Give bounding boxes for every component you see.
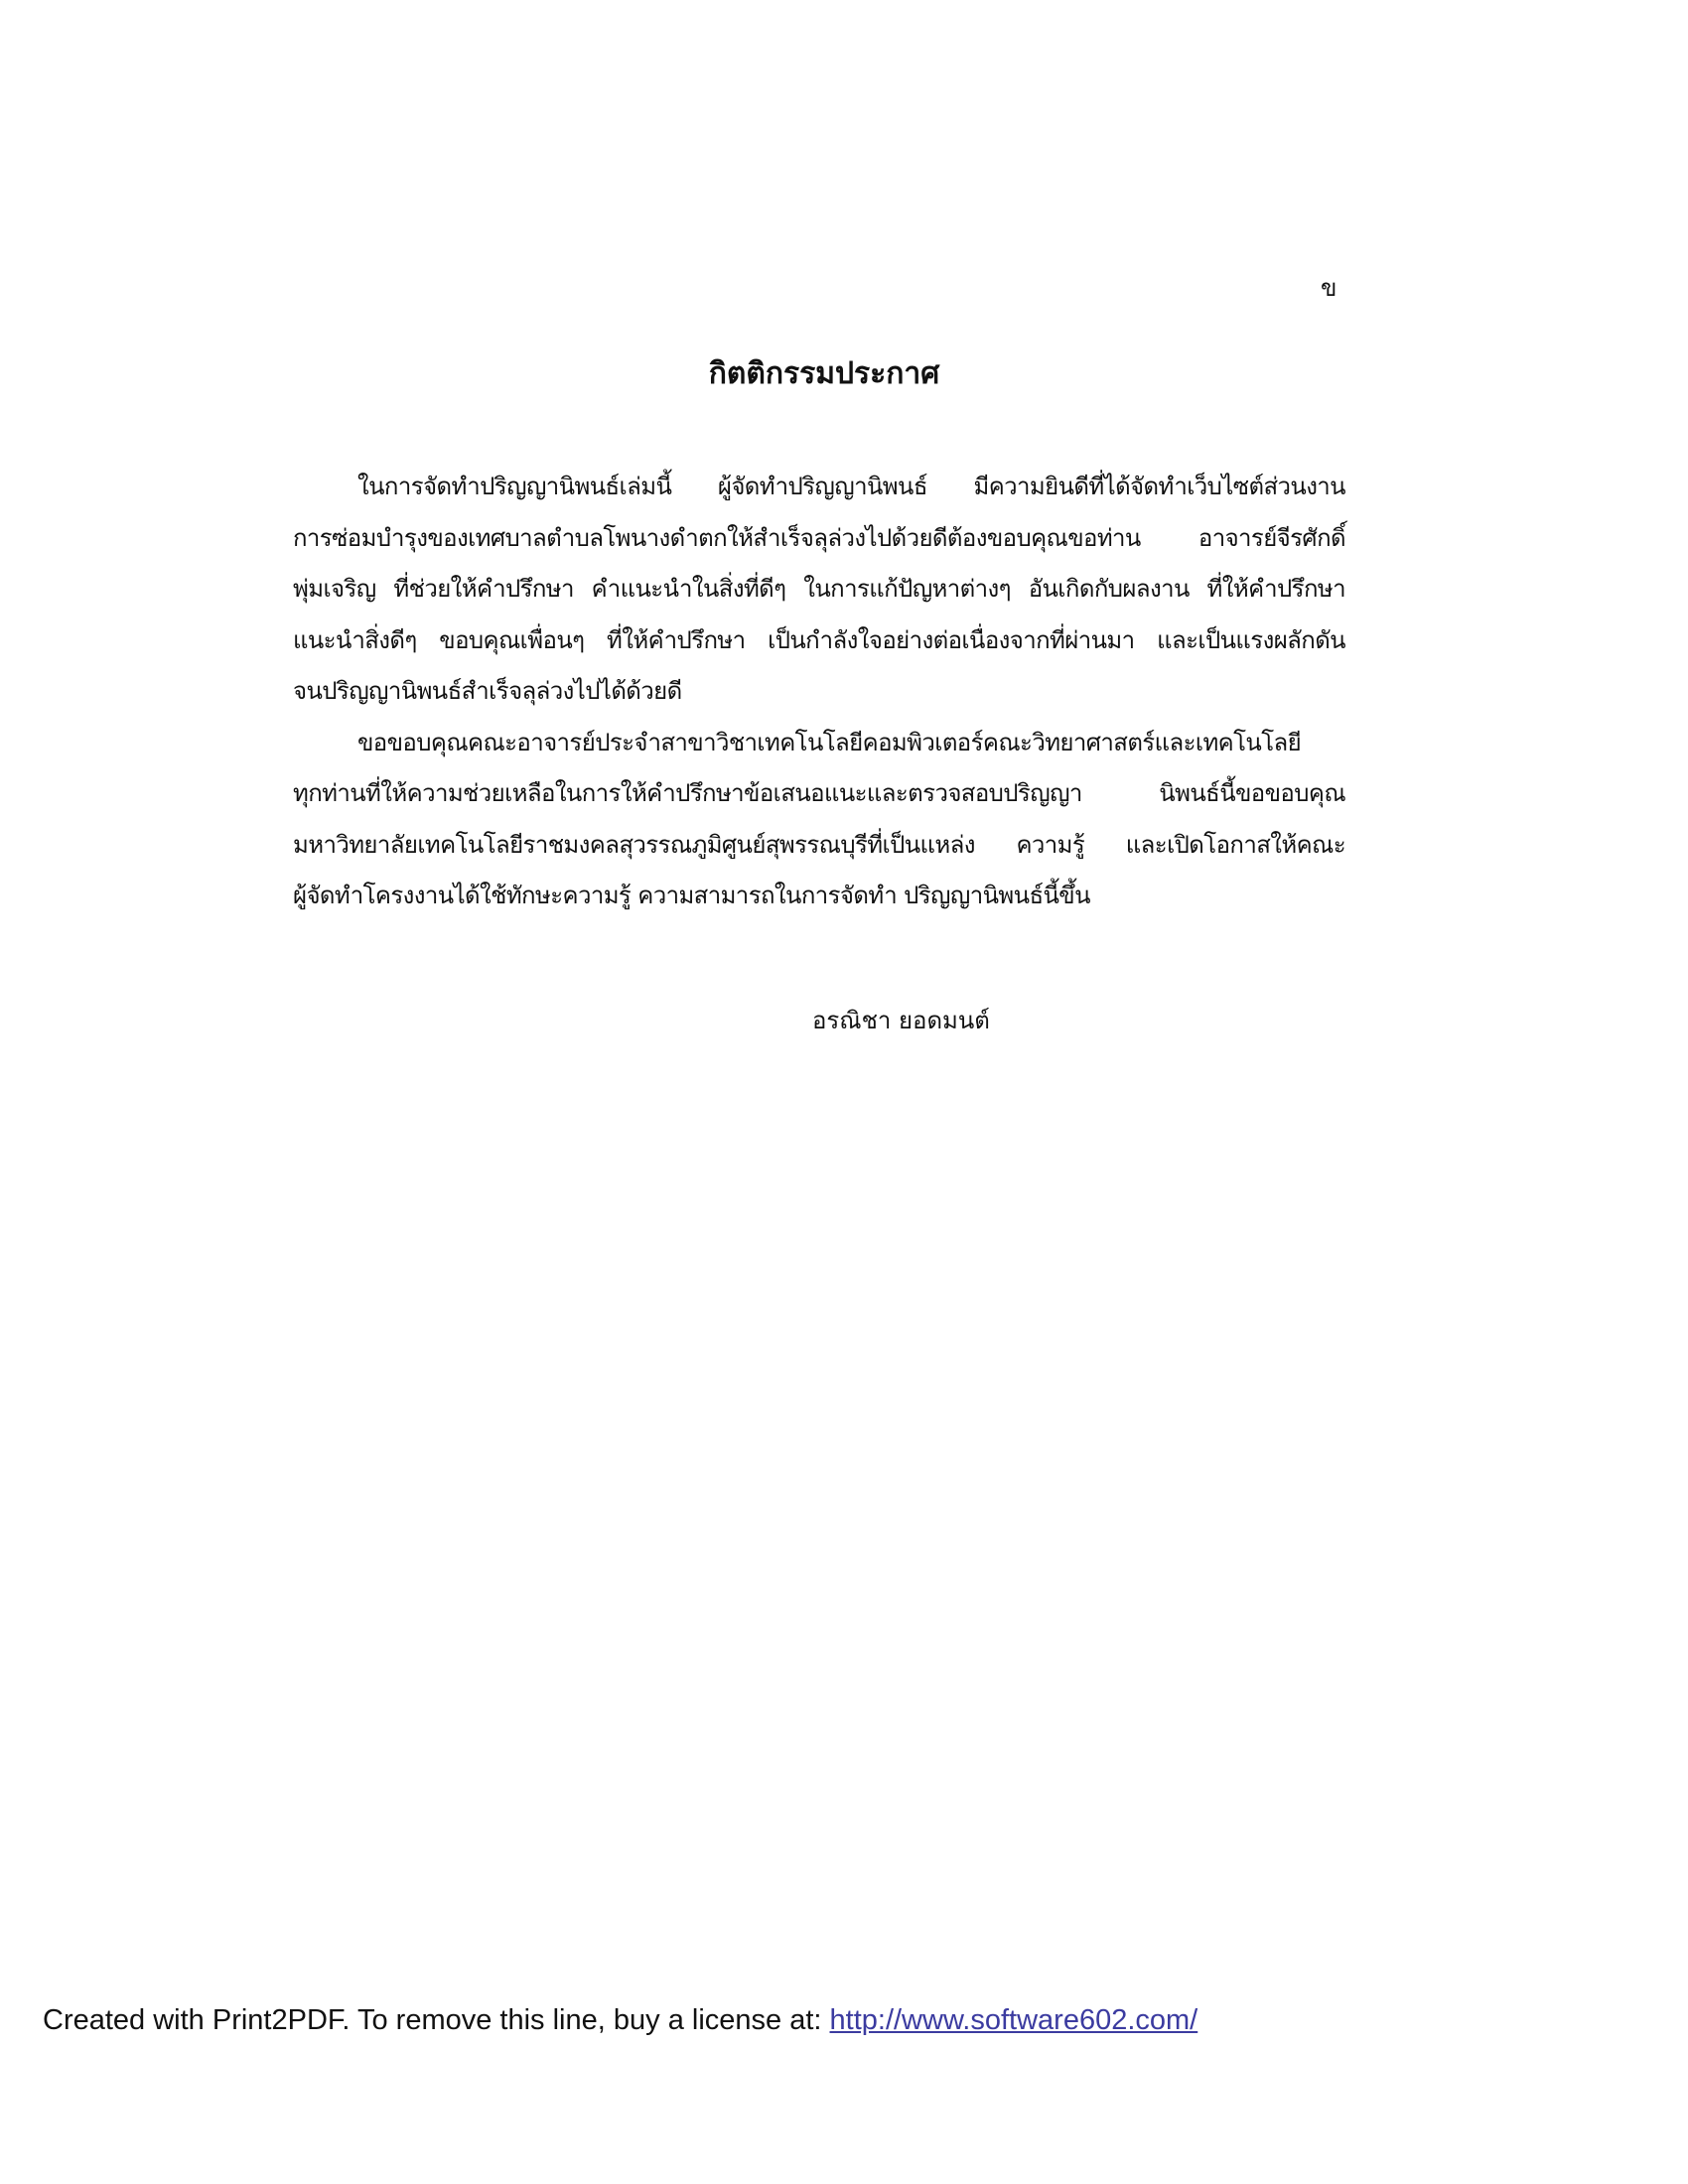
paragraph-1-line: จนปริญญานิพนธ์สำเร็จลุล่วงไปได้ด้วยดี: [293, 677, 682, 705]
paragraph-1-line: พุ่มเจริญ ที่ช่วยให้คำปรึกษา คำแนะนำในสิ่งที่ดีๆ ในการแก้ปัญหาต่างๆ อันเกิดกับผลงาน ที่ให้คำปรึกษา: [293, 575, 1345, 603]
print2pdf-footer: [43, 2003, 1197, 2038]
footer-text: Created with Print2PDF. To remove this line, buy a license at:: [43, 2004, 830, 2036]
paragraph-2-line: ทุกท่านที่ให้ความช่วยเหลือในการให้คำปรึกษาข้อเสนอแนะและตรวจสอบปริญญา นิพนธ์นี้ขอขอบคุณ: [293, 779, 1345, 807]
paragraph-2-line: มหาวิทยาลัยเทคโนโลยีราชมงคลสุวรรณภูมิศูนย์สุพรรณบุรีที่เป็นแหล่ง ความรู้ และเปิดโอกาสให้คณะ: [293, 830, 1345, 859]
license-link[interactable]: http://www.software602.com/: [829, 2004, 1198, 2036]
paragraph-1-line: การซ่อมบำรุงของเทศบาลตำบลโพนางดำตกให้สำเร็จลุล่วงไปด้วยดีต้องขอบคุณขอท่าน อาจารย์จีรศักดิ์: [293, 523, 1345, 552]
paragraph-1-line: แนะนำสิ่งดีๆ ขอบคุณเพื่อนๆ ที่ให้คำปรึกษา เป็นกำลังใจอย่างต่อเนื่องจากที่ผ่านมา และเป็นแรงผลักดัน: [293, 625, 1345, 654]
page-title: กิตติกรรมประกาศ: [708, 356, 940, 391]
body-text: [293, 467, 1345, 927]
paragraph-1-line: ในการจัดทำปริญญานิพนธ์เล่มนี้ ผู้จัดทำปริญญานิพนธ์ มีความยินดีที่ได้จัดทำเว็บไซต์ส่วนงาน: [357, 473, 1345, 500]
paragraph-2-line: ผู้จัดทำโครงงานได้ใช้ทักษะความรู้ ความสามารถในการจัดทำ ปริญญานิพนธ์นี้ขึ้น: [293, 882, 1090, 909]
signature: อรณิชา ยอดมนต์: [812, 1007, 990, 1034]
paragraph-2-line: ขอขอบคุณคณะอาจารย์ประจำสาขาวิชาเทคโนโลยีคอมพิวเตอร์คณะวิทยาศาสตร์และเทคโนโลยี: [357, 728, 1302, 756]
page-number: ข: [1321, 274, 1337, 302]
